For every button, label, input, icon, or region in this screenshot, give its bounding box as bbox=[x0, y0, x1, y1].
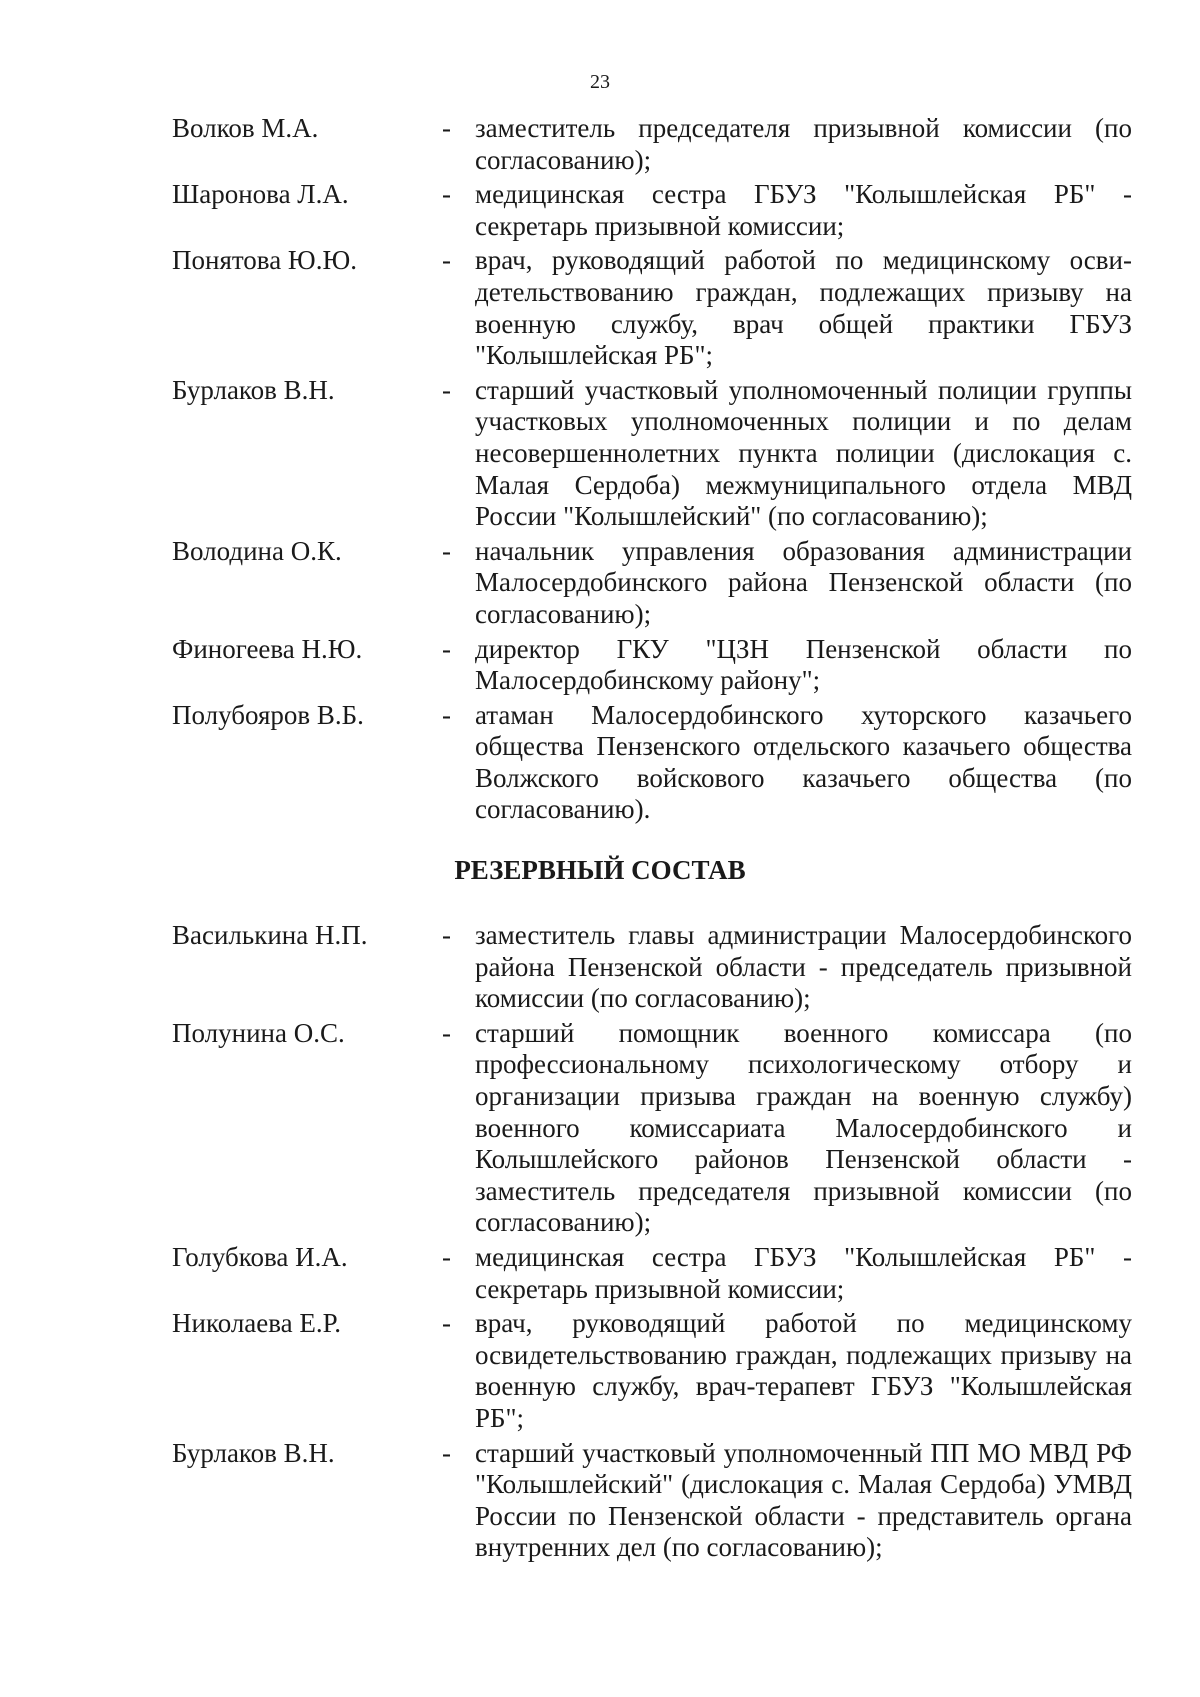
member-name: Шаронова Л.А. bbox=[172, 179, 349, 210]
commission-main-list bbox=[172, 113, 1132, 829]
dash-separator: - bbox=[442, 920, 451, 950]
list-item bbox=[172, 375, 1132, 533]
dash-separator: - bbox=[442, 1017, 451, 1048]
dash-separator: - bbox=[442, 1308, 451, 1339]
member-name: Понятова Ю.Ю. bbox=[172, 245, 357, 276]
member-position: директор ГКУ "ЦЗН Пензенской области по Малосердобинскому району"; bbox=[475, 633, 1132, 696]
list-item bbox=[172, 1438, 1132, 1564]
member-name: Полубояров В.Б. bbox=[172, 699, 364, 730]
list-item bbox=[172, 1018, 1132, 1239]
list-item bbox=[172, 536, 1132, 631]
member-name: Финогеева Н.Ю. bbox=[172, 633, 363, 664]
member-position: заместитель главы администрации Малосердобинского района Пензенской области - председатель призывной комиссии (по согласованию); bbox=[475, 920, 1132, 1014]
member-position: старший участковый уполномоченный полиции группы участковых уполномоченных полиции и по делам несовершеннолетних пункта полиции (дислокация с. Малая Сердоба) межмуниципального отдела МВД России "Колышлейский" (по согласованию); bbox=[475, 374, 1132, 532]
list-item bbox=[172, 920, 1132, 1015]
member-name: Бурлаков В.Н. bbox=[172, 1437, 335, 1468]
dash-separator: - bbox=[442, 374, 451, 405]
member-position: старший участковый уполномоченный ПП МО МВД РФ "Колышлейский" (дислокация с. Малая Сердоба) УМВД России по Пензенской области - представитель органа внутренних дел (по согласованию); bbox=[475, 1437, 1132, 1563]
dash-separator: - bbox=[442, 113, 451, 143]
dash-separator: - bbox=[442, 1241, 451, 1272]
dash-separator: - bbox=[442, 633, 451, 664]
member-position: медицинская сестра ГБУЗ "Колышлейская РБ" - секретарь призывной комиссии; bbox=[475, 1241, 1132, 1304]
list-item bbox=[172, 1242, 1132, 1305]
member-position: старший помощник военного комиссара (по профессиональному психологическому отбору и организации призыва граждан на военную службу) военного комиссариата Малосердобинского и Колышлейского районов Пензенской области - заместитель председателя призывной комиссии (по согласованию); bbox=[475, 1017, 1132, 1238]
dash-separator: - bbox=[442, 245, 451, 276]
member-position: атаман Малосердобинского хуторского казачьего общества Пензенского отдельского казачьего общества Волжского войскового казачьего общества (по согласованию). bbox=[475, 699, 1132, 825]
member-position: врач, руководящий работой по медицинскому освидетельствованию граждан, подлежащих призыву на военную службу, врач общей практики ГБУЗ "Колышлейская РБ"; bbox=[475, 245, 1132, 371]
page-number: 23 bbox=[590, 71, 610, 93]
member-name: Володина О.К. bbox=[172, 535, 342, 566]
list-item bbox=[172, 179, 1132, 242]
list-item bbox=[172, 113, 1132, 176]
commission-reserve-list bbox=[172, 920, 1132, 1567]
list-item bbox=[172, 634, 1132, 697]
list-item bbox=[172, 700, 1132, 826]
list-item bbox=[172, 245, 1132, 371]
reserve-heading: РЕЗЕРВНЫЙ СОСТАВ bbox=[454, 855, 746, 885]
member-name: Полунина О.С. bbox=[172, 1017, 345, 1048]
dash-separator: - bbox=[442, 179, 451, 210]
member-name: Бурлаков В.Н. bbox=[172, 374, 335, 405]
member-name: Николаева Е.Р. bbox=[172, 1308, 342, 1339]
dash-separator: - bbox=[442, 1437, 451, 1468]
member-position: заместитель председателя призывной комиссии (по согласованию); bbox=[475, 113, 1132, 175]
list-item bbox=[172, 1308, 1132, 1434]
dash-separator: - bbox=[442, 699, 451, 730]
member-name: Голубкова И.А. bbox=[172, 1241, 348, 1272]
member-position: медицинская сестра ГБУЗ "Колышлейская РБ" - секретарь призывной комиссии; bbox=[475, 179, 1132, 241]
member-position: врач, руководящий работой по медицинскому освидетельствованию граждан, подлежащих призыву на военную службу, врач-терапевт ГБУЗ "Колышлейская РБ"; bbox=[475, 1308, 1132, 1433]
dash-separator: - bbox=[442, 535, 451, 566]
member-name: Волков М.А. bbox=[172, 113, 319, 143]
member-position: начальник управления образования администрации Малосердобинского района Пензенской области (по согласованию); bbox=[475, 535, 1132, 629]
member-name: Василькина Н.П. bbox=[172, 920, 368, 950]
